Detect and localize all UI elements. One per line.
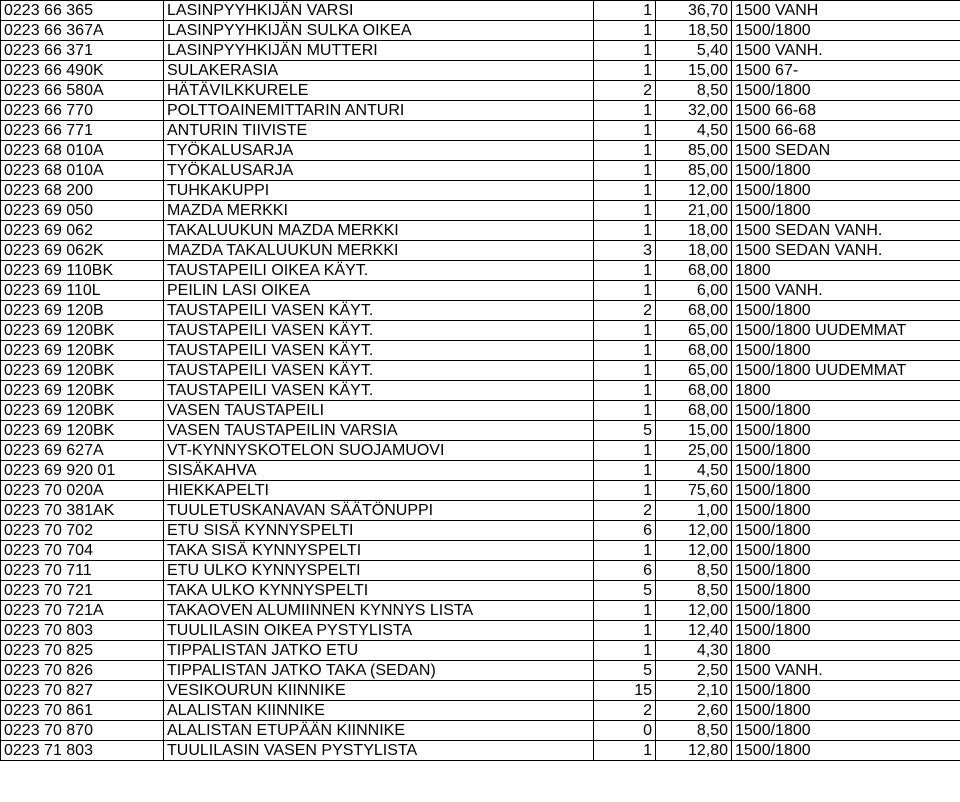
model-note-cell: 1500/1800 [732, 481, 960, 501]
table-row [1, 641, 960, 661]
table-row [1, 381, 960, 401]
table-row [1, 441, 960, 461]
part-code-cell: 0223 69 110L [1, 281, 164, 301]
part-description-cell: SULAKERASIA [164, 61, 594, 81]
part-code-cell: 0223 69 120BK [1, 361, 164, 381]
part-code-cell: 0223 68 010A [1, 161, 164, 181]
part-code-cell: 0223 69 120BK [1, 401, 164, 421]
part-description-cell: TIPPALISTAN JATKO TAKA (SEDAN) [164, 661, 594, 681]
table-row [1, 501, 960, 521]
part-code-cell: 0223 70 381AK [1, 501, 164, 521]
model-note-cell: 1500/1800 [732, 161, 960, 181]
model-note-cell: 1500 SEDAN VANH. [732, 221, 960, 241]
table-row [1, 321, 960, 341]
part-code-cell: 0223 70 870 [1, 721, 164, 741]
part-code-cell: 0223 69 120BK [1, 381, 164, 401]
quantity-cell: 1 [594, 321, 656, 341]
part-code-cell: 0223 69 120BK [1, 421, 164, 441]
table-row [1, 521, 960, 541]
part-code-cell: 0223 68 200 [1, 181, 164, 201]
quantity-cell: 1 [594, 461, 656, 481]
part-code-cell: 0223 70 803 [1, 621, 164, 641]
part-code-cell: 0223 69 050 [1, 201, 164, 221]
table-row [1, 261, 960, 281]
quantity-cell: 6 [594, 521, 656, 541]
model-note-cell: 1500/1800 UUDEMMAT [732, 361, 960, 381]
model-note-cell: 1800 [732, 381, 960, 401]
price-cell: 8,50 [656, 561, 732, 581]
part-description-cell: TUULETUSKANAVAN SÄÄTÖNUPPI [164, 501, 594, 521]
price-cell: 36,70 [656, 1, 732, 21]
quantity-cell: 5 [594, 661, 656, 681]
part-description-cell: TYÖKALUSARJA [164, 141, 594, 161]
quantity-cell: 1 [594, 541, 656, 561]
table-row [1, 141, 960, 161]
model-note-cell: 1500 VANH. [732, 41, 960, 61]
table-row [1, 341, 960, 361]
part-description-cell: VESIKOURUN KIINNIKE [164, 681, 594, 701]
table-row [1, 561, 960, 581]
part-description-cell: ALALISTAN ETUPÄÄN KIINNIKE [164, 721, 594, 741]
price-cell: 68,00 [656, 341, 732, 361]
price-cell: 18,50 [656, 21, 732, 41]
model-note-cell: 1500 66-68 [732, 121, 960, 141]
part-code-cell: 0223 69 120BK [1, 341, 164, 361]
price-cell: 4,50 [656, 461, 732, 481]
part-description-cell: TAUSTAPEILI VASEN KÄYT. [164, 301, 594, 321]
table-row [1, 541, 960, 561]
model-note-cell: 1500/1800 [732, 561, 960, 581]
quantity-cell: 1 [594, 221, 656, 241]
price-cell: 12,00 [656, 181, 732, 201]
table-row [1, 121, 960, 141]
model-note-cell: 1800 [732, 261, 960, 281]
quantity-cell: 5 [594, 581, 656, 601]
price-cell: 12,80 [656, 741, 732, 761]
quantity-cell: 15 [594, 681, 656, 701]
model-note-cell: 1500/1800 [732, 21, 960, 41]
part-description-cell: TUHKAKUPPI [164, 181, 594, 201]
table-row [1, 21, 960, 41]
part-code-cell: 0223 66 770 [1, 101, 164, 121]
part-description-cell: TYÖKALUSARJA [164, 161, 594, 181]
quantity-cell: 2 [594, 501, 656, 521]
price-cell: 18,00 [656, 221, 732, 241]
quantity-cell: 1 [594, 181, 656, 201]
table-row [1, 721, 960, 741]
quantity-cell: 1 [594, 401, 656, 421]
part-description-cell: TAKALUUKUN MAZDA MERKKI [164, 221, 594, 241]
part-code-cell: 0223 69 062K [1, 241, 164, 261]
model-note-cell: 1500/1800 [732, 201, 960, 221]
part-description-cell: TAKAOVEN ALUMIINNEN KYNNYS LISTA [164, 601, 594, 621]
quantity-cell: 1 [594, 201, 656, 221]
quantity-cell: 5 [594, 421, 656, 441]
price-cell: 68,00 [656, 401, 732, 421]
price-cell: 2,50 [656, 661, 732, 681]
price-cell: 65,00 [656, 361, 732, 381]
table-row [1, 681, 960, 701]
model-note-cell: 1500/1800 [732, 601, 960, 621]
model-note-cell: 1500 VANH [732, 1, 960, 21]
model-note-cell: 1500 SEDAN [732, 141, 960, 161]
table-row [1, 61, 960, 81]
table-row [1, 661, 960, 681]
quantity-cell: 1 [594, 481, 656, 501]
part-code-cell: 0223 70 704 [1, 541, 164, 561]
part-code-cell: 0223 69 110BK [1, 261, 164, 281]
model-note-cell: 1500/1800 [732, 441, 960, 461]
table-row [1, 281, 960, 301]
table-row [1, 701, 960, 721]
price-cell: 12,40 [656, 621, 732, 641]
table-row [1, 741, 960, 761]
part-description-cell: HÄTÄVILKKURELE [164, 81, 594, 101]
table-row [1, 621, 960, 641]
table-row [1, 581, 960, 601]
part-description-cell: PEILIN LASI OIKEA [164, 281, 594, 301]
table-row [1, 421, 960, 441]
price-cell: 32,00 [656, 101, 732, 121]
model-note-cell: 1500 VANH. [732, 661, 960, 681]
quantity-cell: 1 [594, 101, 656, 121]
model-note-cell: 1500/1800 [732, 341, 960, 361]
table-row [1, 1, 960, 21]
quantity-cell: 1 [594, 341, 656, 361]
table-row [1, 101, 960, 121]
part-description-cell: ETU SISÄ KYNNYSPELTI [164, 521, 594, 541]
model-note-cell: 1500/1800 [732, 421, 960, 441]
price-cell: 1,00 [656, 501, 732, 521]
model-note-cell: 1500/1800 [732, 581, 960, 601]
table-row [1, 221, 960, 241]
quantity-cell: 2 [594, 701, 656, 721]
part-description-cell: LASINPYYHKIJÄN VARSI [164, 1, 594, 21]
model-note-cell: 1500/1800 [732, 701, 960, 721]
part-description-cell: ALALISTAN KIINNIKE [164, 701, 594, 721]
part-description-cell: ANTURIN TIIVISTE [164, 121, 594, 141]
part-code-cell: 0223 69 120B [1, 301, 164, 321]
price-cell: 68,00 [656, 261, 732, 281]
part-description-cell: VASEN TAUSTAPEILIN VARSIA [164, 421, 594, 441]
table-row [1, 201, 960, 221]
quantity-cell: 1 [594, 381, 656, 401]
price-cell: 25,00 [656, 441, 732, 461]
quantity-cell: 1 [594, 641, 656, 661]
quantity-cell: 1 [594, 21, 656, 41]
part-code-cell: 0223 70 721 [1, 581, 164, 601]
quantity-cell: 1 [594, 601, 656, 621]
model-note-cell: 1500 67- [732, 61, 960, 81]
part-code-cell: 0223 66 367A [1, 21, 164, 41]
quantity-cell: 3 [594, 241, 656, 261]
table-row [1, 241, 960, 261]
model-note-cell: 1500/1800 [732, 721, 960, 741]
model-note-cell: 1500/1800 [732, 501, 960, 521]
model-note-cell: 1500/1800 UUDEMMAT [732, 321, 960, 341]
quantity-cell: 2 [594, 81, 656, 101]
price-cell: 2,60 [656, 701, 732, 721]
quantity-cell: 1 [594, 621, 656, 641]
model-note-cell: 1500 SEDAN VANH. [732, 241, 960, 261]
price-cell: 2,10 [656, 681, 732, 701]
table-row [1, 481, 960, 501]
table-row [1, 301, 960, 321]
price-cell: 18,00 [656, 241, 732, 261]
model-note-cell: 1500/1800 [732, 521, 960, 541]
part-description-cell: TAKA ULKO KYNNYSPELTI [164, 581, 594, 601]
price-cell: 85,00 [656, 141, 732, 161]
model-note-cell: 1500/1800 [732, 621, 960, 641]
part-code-cell: 0223 66 371 [1, 41, 164, 61]
model-note-cell: 1500/1800 [732, 401, 960, 421]
price-cell: 65,00 [656, 321, 732, 341]
table-row [1, 361, 960, 381]
table-row [1, 81, 960, 101]
part-code-cell: 0223 70 721A [1, 601, 164, 621]
quantity-cell: 1 [594, 1, 656, 21]
part-code-cell: 0223 71 803 [1, 741, 164, 761]
part-description-cell: VASEN TAUSTAPEILI [164, 401, 594, 421]
part-description-cell: TIPPALISTAN JATKO ETU [164, 641, 594, 661]
price-cell: 6,00 [656, 281, 732, 301]
part-code-cell: 0223 69 120BK [1, 321, 164, 341]
quantity-cell: 6 [594, 561, 656, 581]
model-note-cell: 1500/1800 [732, 741, 960, 761]
part-description-cell: MAZDA TAKALUUKUN MERKKI [164, 241, 594, 261]
part-description-cell: MAZDA MERKKI [164, 201, 594, 221]
price-cell: 4,50 [656, 121, 732, 141]
price-cell: 4,30 [656, 641, 732, 661]
part-code-cell: 0223 70 826 [1, 661, 164, 681]
price-cell: 8,50 [656, 581, 732, 601]
quantity-cell: 1 [594, 141, 656, 161]
price-cell: 8,50 [656, 721, 732, 741]
quantity-cell: 1 [594, 281, 656, 301]
table-row [1, 401, 960, 421]
price-cell: 68,00 [656, 381, 732, 401]
quantity-cell: 0 [594, 721, 656, 741]
table-row [1, 41, 960, 61]
price-cell: 5,40 [656, 41, 732, 61]
part-code-cell: 0223 70 827 [1, 681, 164, 701]
table-row [1, 161, 960, 181]
quantity-cell: 1 [594, 121, 656, 141]
part-code-cell: 0223 69 627A [1, 441, 164, 461]
part-code-cell: 0223 70 020A [1, 481, 164, 501]
part-description-cell: TAUSTAPEILI VASEN KÄYT. [164, 341, 594, 361]
price-cell: 15,00 [656, 61, 732, 81]
part-description-cell: HIEKKAPELTI [164, 481, 594, 501]
table-row [1, 601, 960, 621]
part-description-cell: SISÄKAHVA [164, 461, 594, 481]
model-note-cell: 1500/1800 [732, 681, 960, 701]
part-description-cell: LASINPYYHKIJÄN SULKA OIKEA [164, 21, 594, 41]
part-description-cell: TAKA SISÄ KYNNYSPELTI [164, 541, 594, 561]
part-description-cell: TUULILASIN VASEN PYSTYLISTA [164, 741, 594, 761]
part-description-cell: TAUSTAPEILI VASEN KÄYT. [164, 321, 594, 341]
price-cell: 8,50 [656, 81, 732, 101]
model-note-cell: 1500/1800 [732, 81, 960, 101]
price-cell: 15,00 [656, 421, 732, 441]
price-cell: 68,00 [656, 301, 732, 321]
part-code-cell: 0223 68 010A [1, 141, 164, 161]
quantity-cell: 1 [594, 161, 656, 181]
price-cell: 12,00 [656, 541, 732, 561]
part-code-cell: 0223 70 711 [1, 561, 164, 581]
part-code-cell: 0223 66 771 [1, 121, 164, 141]
price-cell: 21,00 [656, 201, 732, 221]
model-note-cell: 1500 66-68 [732, 101, 960, 121]
quantity-cell: 1 [594, 61, 656, 81]
part-code-cell: 0223 70 861 [1, 701, 164, 721]
part-description-cell: LASINPYYHKIJÄN MUTTERI [164, 41, 594, 61]
price-cell: 75,60 [656, 481, 732, 501]
part-description-cell: ETU ULKO KYNNYSPELTI [164, 561, 594, 581]
table-body [1, 1, 960, 761]
part-description-cell: TAUSTAPEILI VASEN KÄYT. [164, 381, 594, 401]
quantity-cell: 1 [594, 361, 656, 381]
quantity-cell: 2 [594, 301, 656, 321]
price-cell: 12,00 [656, 601, 732, 621]
quantity-cell: 1 [594, 441, 656, 461]
part-code-cell: 0223 66 365 [1, 1, 164, 21]
part-code-cell: 0223 69 062 [1, 221, 164, 241]
model-note-cell: 1500/1800 [732, 541, 960, 561]
part-description-cell: TUULILASIN OIKEA PYSTYLISTA [164, 621, 594, 641]
part-description-cell: TAUSTAPEILI VASEN KÄYT. [164, 361, 594, 381]
quantity-cell: 1 [594, 741, 656, 761]
price-cell: 12,00 [656, 521, 732, 541]
part-description-cell: POLTTOAINEMITTARIN ANTURI [164, 101, 594, 121]
part-code-cell: 0223 70 825 [1, 641, 164, 661]
model-note-cell: 1500/1800 [732, 181, 960, 201]
part-description-cell: TAUSTAPEILI OIKEA KÄYT. [164, 261, 594, 281]
part-description-cell: VT-KYNNYSKOTELON SUOJAMUOVI [164, 441, 594, 461]
price-cell: 85,00 [656, 161, 732, 181]
part-code-cell: 0223 69 920 01 [1, 461, 164, 481]
table-row [1, 461, 960, 481]
model-note-cell: 1500/1800 [732, 301, 960, 321]
model-note-cell: 1500 VANH. [732, 281, 960, 301]
quantity-cell: 1 [594, 261, 656, 281]
table-row [1, 181, 960, 201]
part-code-cell: 0223 66 580A [1, 81, 164, 101]
model-note-cell: 1500/1800 [732, 461, 960, 481]
part-code-cell: 0223 66 490K [1, 61, 164, 81]
quantity-cell: 1 [594, 41, 656, 61]
part-code-cell: 0223 70 702 [1, 521, 164, 541]
model-note-cell: 1800 [732, 641, 960, 661]
